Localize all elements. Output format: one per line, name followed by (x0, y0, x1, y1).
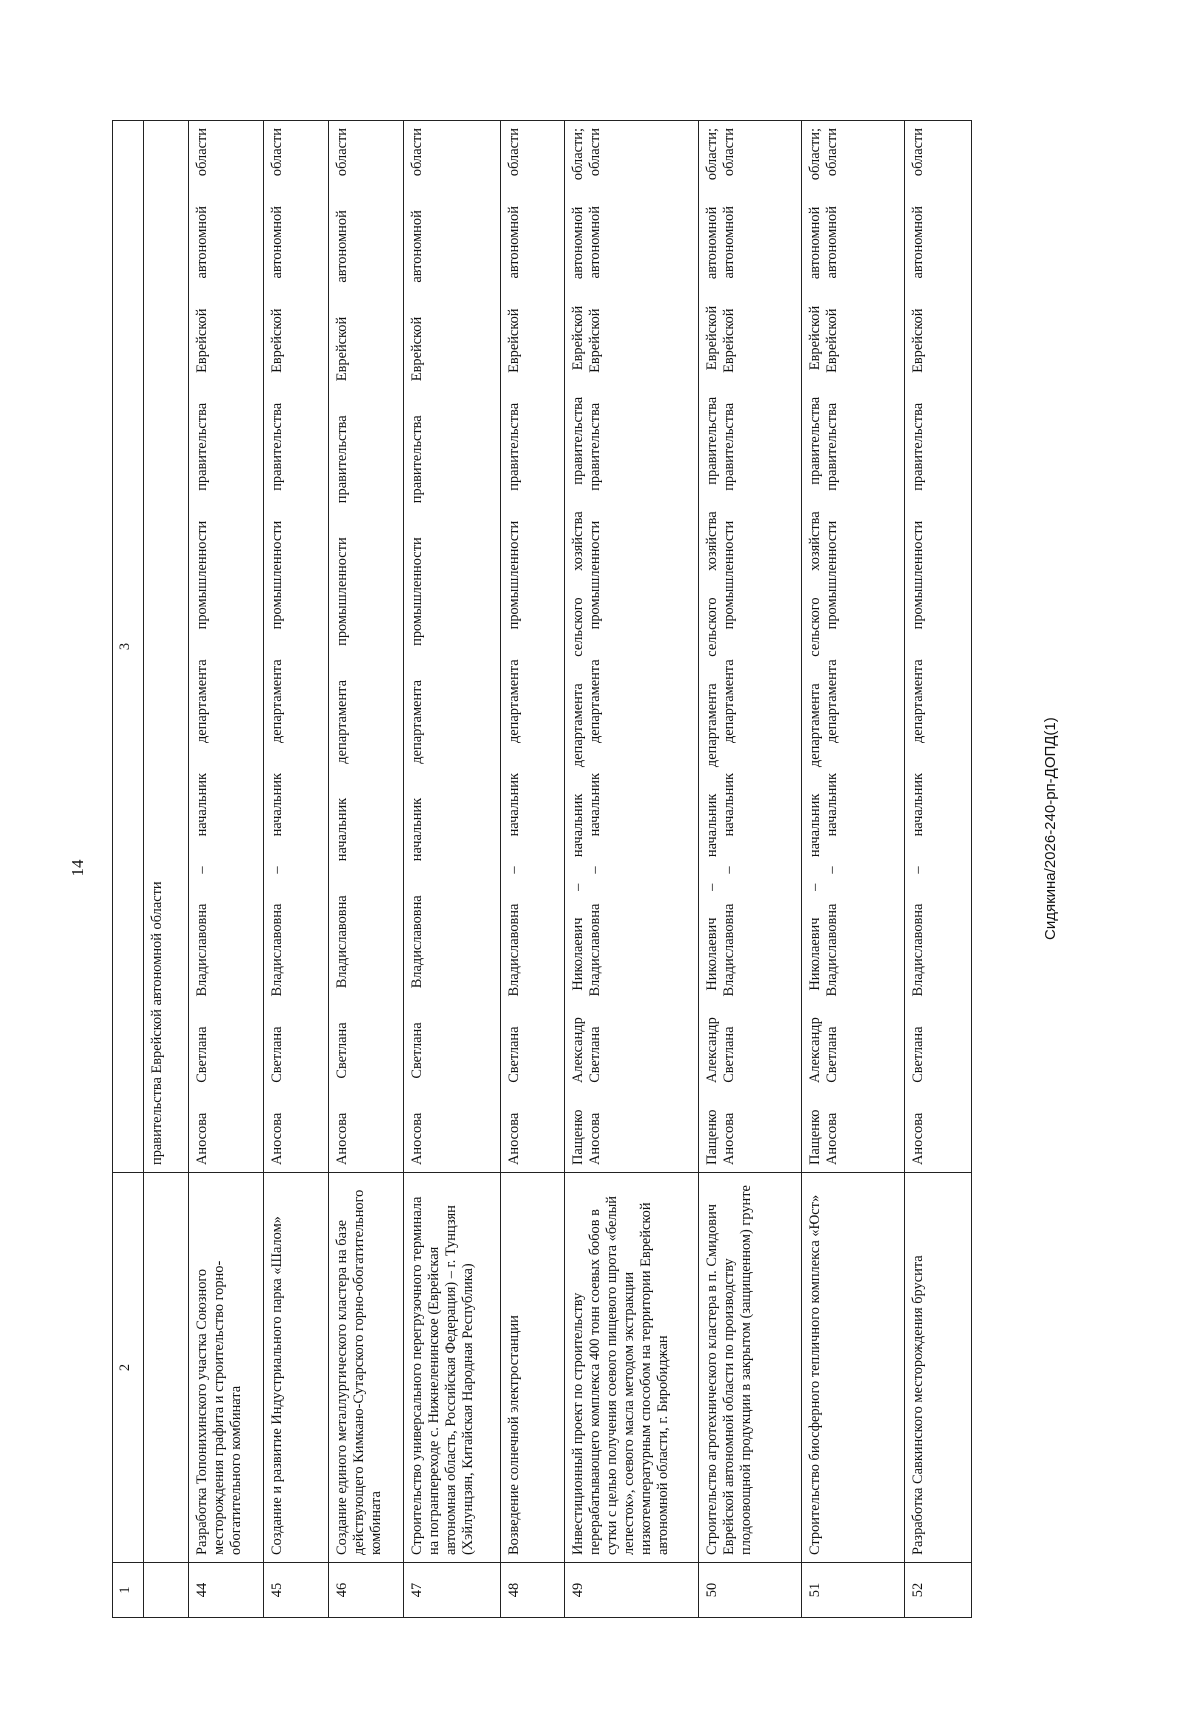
cell-responsible (403, 121, 500, 1173)
table-row (802, 121, 905, 1618)
cell-project: Строительство агротехнического кластера в п. Смидович Еврейской автономной области по производству плодоовощной продукции в закрытом (защищенном) грунте (699, 1173, 802, 1563)
cell-project: Возведение солнечной электростанции (500, 1173, 564, 1563)
cell-project: Разработка Топонихинского участка Союзного месторождения графита и строительство горно-обогатительного комбината (189, 1173, 264, 1563)
cell-responsible (328, 121, 403, 1173)
table-row (500, 121, 564, 1618)
responsible-person: Аносова Светлана Владиславовна – начальник департамента промышленности правительства Еврейской автономной области (721, 128, 738, 1165)
cell-responsible (564, 121, 698, 1173)
table-row (264, 121, 328, 1618)
cell-responsible (264, 121, 328, 1173)
cell-number: 49 (564, 1563, 698, 1618)
rotated-table-container (112, 121, 972, 1618)
cell-responsible (699, 121, 802, 1173)
column-header: 3 (113, 121, 144, 1173)
table-row (403, 121, 500, 1618)
cell-responsible: правительства Еврейской автономной области (144, 121, 189, 1173)
responsible-person: Аносова Светлана Владиславовна – начальник департамента промышленности правительства Еврейской автономной области (910, 128, 927, 1165)
page-number: 14 (68, 859, 87, 877)
cell-number: 52 (905, 1563, 972, 1618)
cell-responsible (189, 121, 264, 1173)
responsible-person: Пащенко Александр Николаевич – начальник департамента сельского хозяйства правительства Еврейской автономной области; (569, 128, 586, 1165)
table-row (699, 121, 802, 1618)
cell-project: Инвестиционный проект по строительству перерабатывающего комплекса 400 тонн соевых бобов в сутки с целью получения соевого пищевого шрота «белый лепесток», соевого масла методом экстракции низкотемпературным способом на территории Еврейской автономной области, г. Биробиджан (564, 1173, 698, 1563)
table-row (328, 121, 403, 1618)
cell-number: 44 (189, 1563, 264, 1618)
responsible-person: Аносова Светлана Владиславовна – начальник департамента промышленности правительства Еврейской автономной области (824, 128, 841, 1165)
responsible-person: Аносова Светлана Владиславовна – начальник департамента промышленности правительства Еврейской автономной области (269, 128, 286, 1165)
table-header-row (113, 121, 144, 1618)
table-row (564, 121, 698, 1618)
projects-table (112, 120, 972, 1618)
responsible-person: Пащенко Александр Николаевич – начальник департамента сельского хозяйства правительства Еврейской автономной области; (704, 128, 721, 1165)
table-row (189, 121, 264, 1618)
responsible-person: Аносова Светлана Владиславовна – начальник департамента промышленности правительства Еврейской автономной области (505, 128, 522, 1165)
responsible-person: Аносова Светлана Владиславовна – начальник департамента промышленности правительства Еврейской автономной области (194, 128, 211, 1165)
table-row-continuation (144, 121, 189, 1618)
cell-number: 46 (328, 1563, 403, 1618)
cell-project: Разработка Савкинского месторождения брусита (905, 1173, 972, 1563)
cell-responsible (500, 121, 564, 1173)
cell-project: Строительство биосферного тепличного комплекса «Юст» (802, 1173, 905, 1563)
cell-number: 50 (699, 1563, 802, 1618)
cell-project: Создание и развитие Индустриального парка «Шалом» (264, 1173, 328, 1563)
column-header: 2 (113, 1173, 144, 1563)
table-row (905, 121, 972, 1618)
cell-number (144, 1563, 189, 1618)
cell-number: 48 (500, 1563, 564, 1618)
cell-project (144, 1173, 189, 1563)
cell-project: Создание единого металлургического кластера на базе действующего Кимкано-Сутарского горно-обогатительного комбината (328, 1173, 403, 1563)
column-header: 1 (113, 1563, 144, 1618)
responsible-person: Пащенко Александр Николаевич – начальник департамента сельского хозяйства правительства Еврейской автономной области; (807, 128, 824, 1165)
responsible-person: Аносова Светлана Владиславовна – начальник департамента промышленности правительства Еврейской автономной области (586, 128, 603, 1165)
cell-responsible (802, 121, 905, 1173)
responsible-person: Аносова Светлана Владиславовна начальник департамента промышленности правительства Еврейской автономной области (333, 128, 350, 1165)
cell-project: Строительство универсального перегрузочного терминала на погранпереходе с. Нижнеленинское (Еврейская автономная область, Российская Федерация) – г. Тунцзян (Хэйлунцзян, Китайская Народная Республика) (403, 1173, 500, 1563)
document-footer-code: Сидякина/2026-240-рп-ДОПД(1) (1042, 717, 1059, 940)
cell-number: 51 (802, 1563, 905, 1618)
cell-number: 45 (264, 1563, 328, 1618)
cell-responsible (905, 121, 972, 1173)
responsible-person: Аносова Светлана Владиславовна начальник департамента промышленности правительства Еврейской автономной области (408, 128, 425, 1165)
cell-number: 47 (403, 1563, 500, 1618)
